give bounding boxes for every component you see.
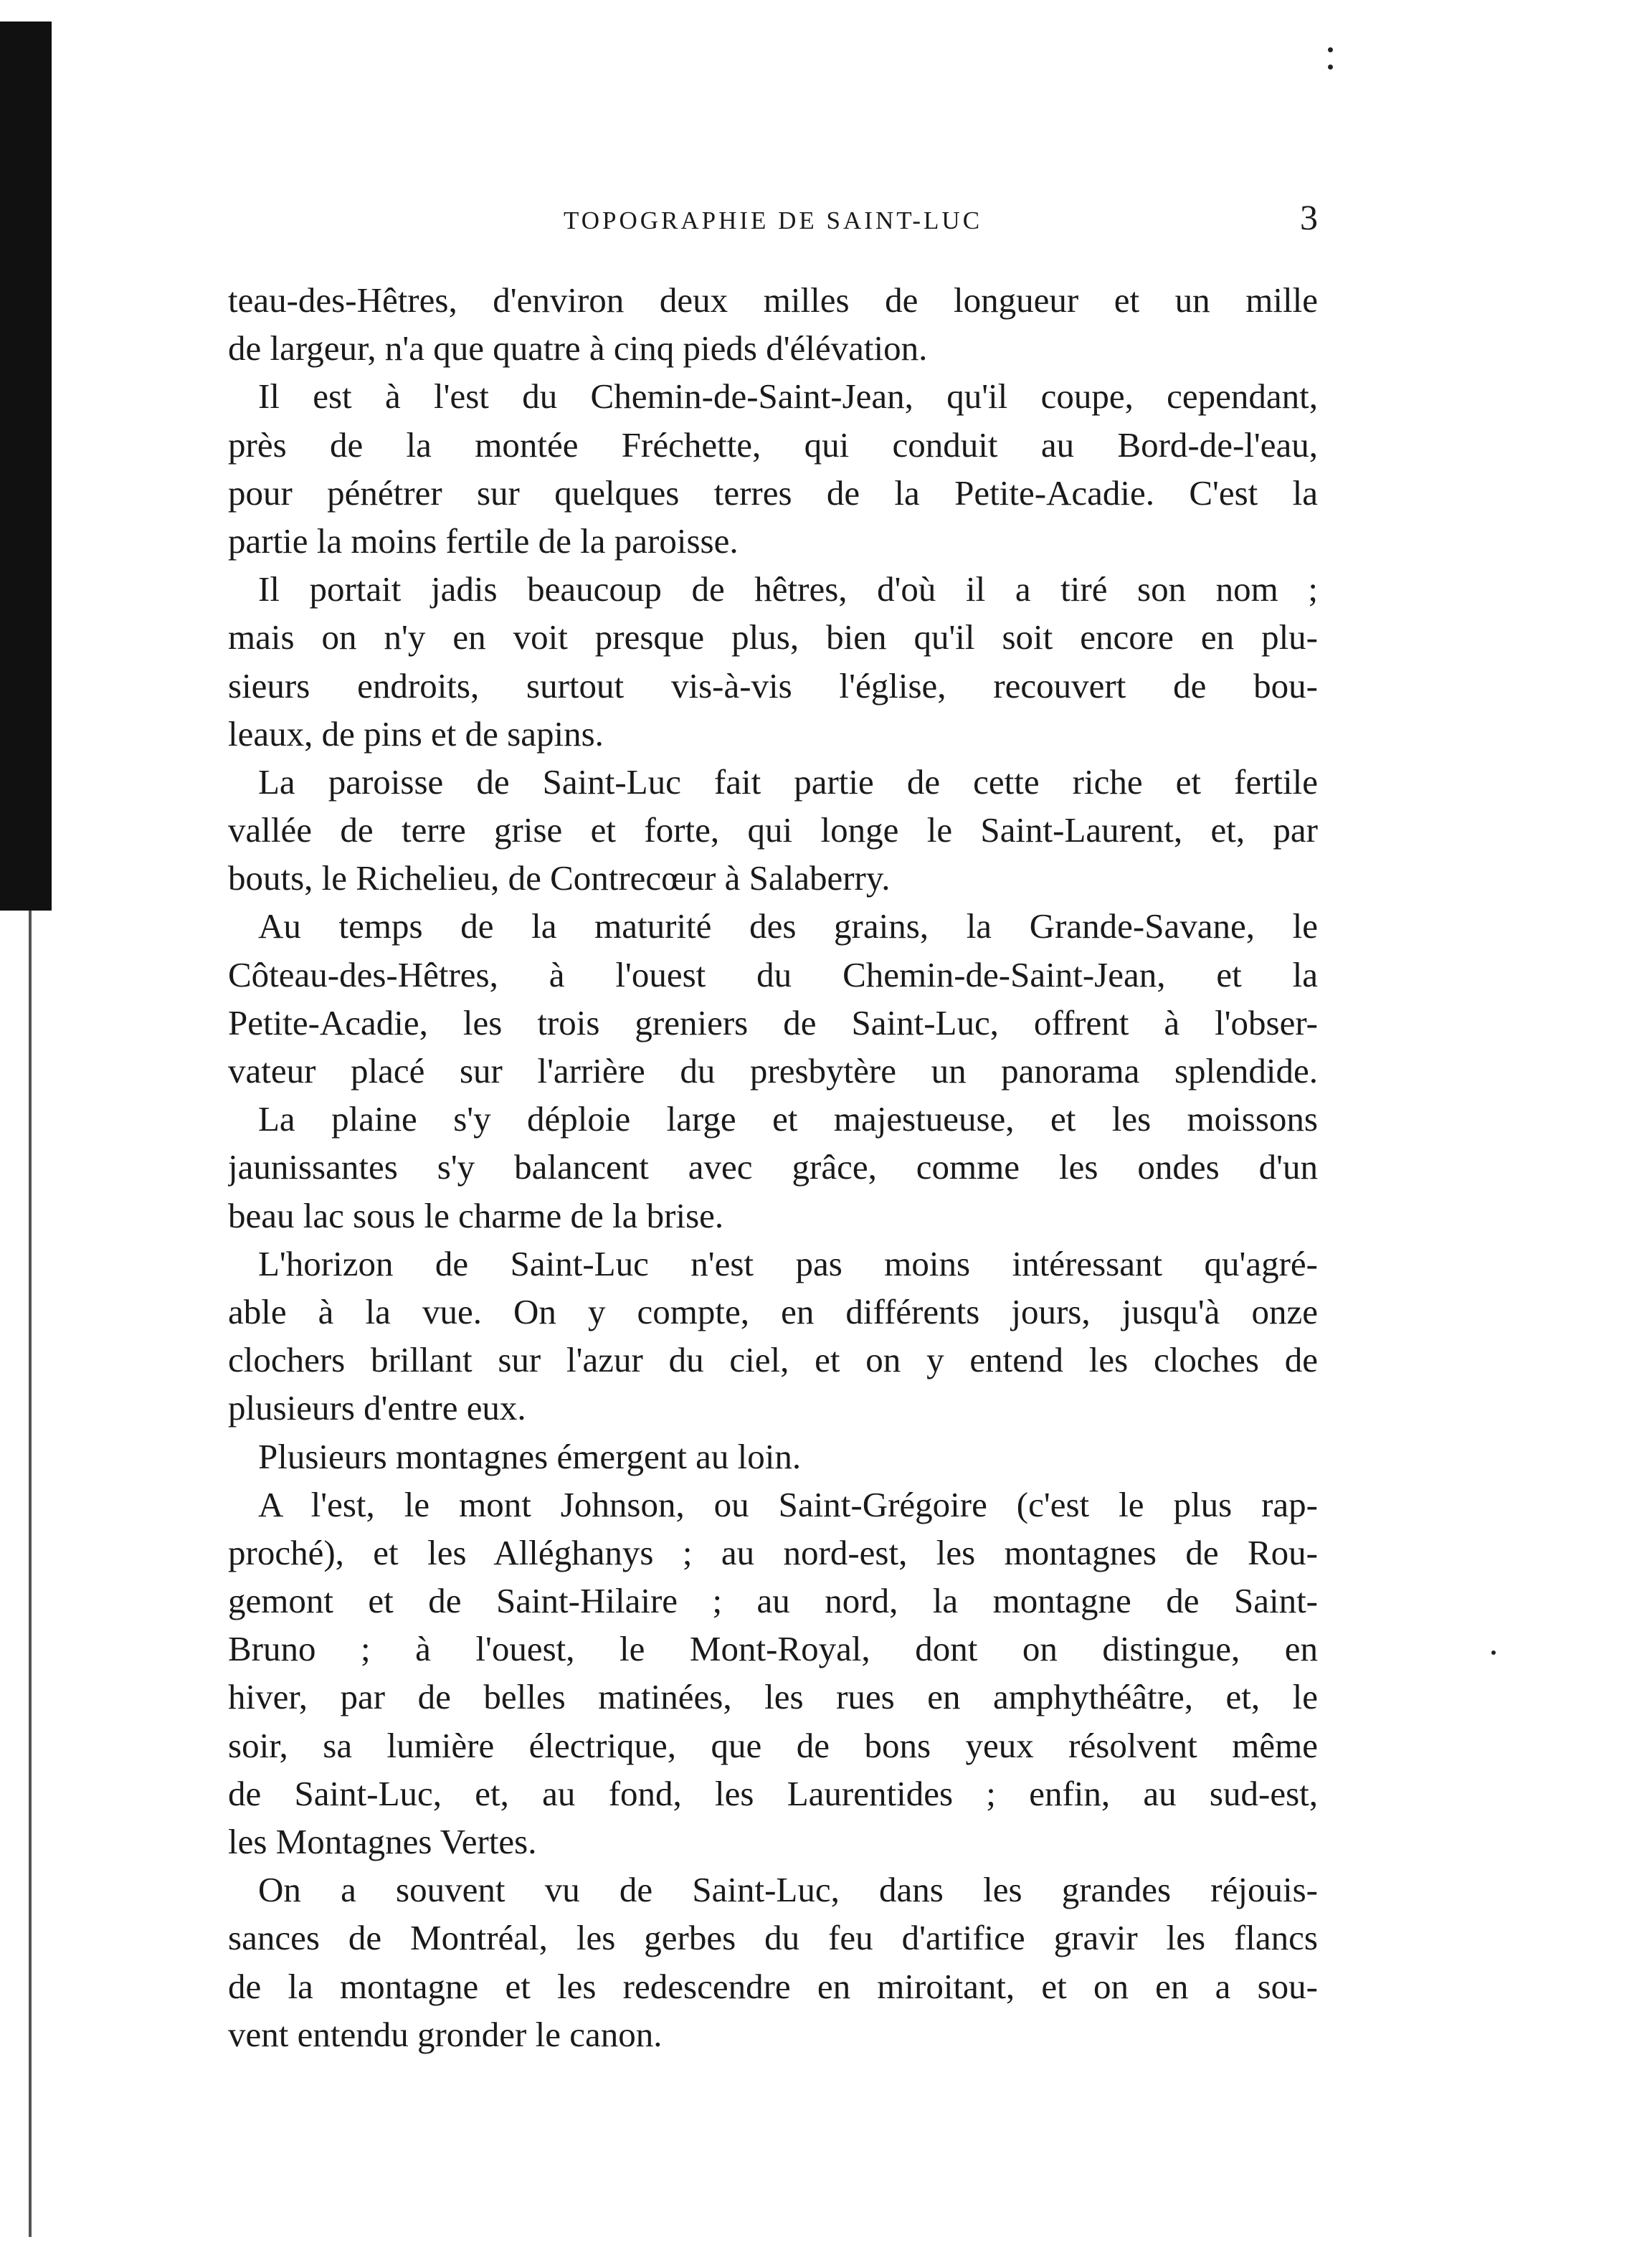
text-line: Il portait jadis beaucoup de hêtres, d'où il a tiré son nom ; [258, 569, 1318, 609]
binding-shadow [0, 22, 52, 911]
text-line: Au temps de la maturité des grains, la Grande-Savane, le [258, 906, 1318, 946]
text-line: Bruno ; à l'ouest, le Mont-Royal, dont on distingue, en [228, 1629, 1318, 1669]
page-number: 3 [1300, 197, 1318, 237]
text-line: vateur placé sur l'arrière du presbytère un panorama splendide. [228, 1051, 1318, 1091]
text-line: jaunissantes s'y balancent avec grâce, comme les ondes d'un [228, 1147, 1318, 1187]
binding-edge [0, 911, 34, 2237]
text-line: gemont et de Saint-Hilaire ; au nord, la montagne de Saint- [228, 1581, 1318, 1621]
text-line: de largeur, n'a que quatre à cinq pieds d'élévation. [228, 328, 928, 369]
text-line: Plusieurs montagnes émergent au loin. [258, 1436, 802, 1476]
text-line: able à la vue. On y compte, en différents jours, jusqu'à onze [228, 1291, 1318, 1331]
text-line: vallée de terre grise et forte, qui longe le Saint-Laurent, et, par [228, 810, 1318, 850]
text-line: les Montagnes Vertes. [228, 1822, 537, 1861]
text-line: L'horizon de Saint-Luc n'est pas moins intéressant qu'agré- [258, 1243, 1318, 1283]
text-line: La plaine s'y déploie large et majestueuse, et les moissons [258, 1099, 1318, 1139]
margin-speck [1491, 1650, 1496, 1655]
text-line: près de la montée Fréchette, qui conduit au Bord-de-l'eau, [228, 424, 1318, 465]
text-line: mais on n'y en voit presque plus, bien qu'il soit encore en plu- [228, 617, 1318, 657]
text-line: sieurs endroits, surtout vis-à-vis l'église, recouvert de bou- [228, 665, 1318, 706]
text-line: partie la moins fertile de la paroisse. [228, 521, 739, 561]
margin-speck [1328, 65, 1333, 70]
text-line: pour pénétrer sur quelques terres de la Petite-Acadie. C'est la [228, 472, 1318, 513]
text-line: sances de Montréal, les gerbes du feu d'artifice gravir les flancs [228, 1918, 1318, 1958]
text-line: On a souvent vu de Saint-Luc, dans les grandes réjouis- [258, 1870, 1318, 1910]
text-line: teau-des-Hêtres, d'environ deux milles de longueur et un mille [228, 280, 1318, 320]
text-line: vent entendu gronder le canon. [228, 2014, 663, 2054]
running-title: TOPOGRAPHIE DE SAINT-LUC [563, 206, 983, 234]
body-text [228, 276, 1318, 2058]
text-line: de la montagne et les redescendre en miroitant, et on en a sou- [228, 1966, 1318, 2006]
text-line: clochers brillant sur l'azur du ciel, et on y entend les cloches de [228, 1340, 1318, 1380]
text-line: Petite-Acadie, les trois greniers de Saint-Luc, offrent à l'obser- [228, 1002, 1318, 1042]
text-line: La paroisse de Saint-Luc fait partie de cette riche et fertile [258, 761, 1318, 802]
text-line: A l'est, le mont Johnson, ou Saint-Grégoire (c'est le plus rap- [258, 1484, 1318, 1524]
text-line: soir, sa lumière électrique, que de bons yeux résolvent même [228, 1725, 1318, 1765]
page-header [228, 197, 1318, 238]
text-line: bouts, le Richelieu, de Contrecœur à Salaberry. [228, 858, 891, 898]
text-line: de Saint-Luc, et, au fond, les Laurentides ; enfin, au sud-est, [228, 1773, 1318, 1813]
text-line: hiver, par de belles matinées, les rues en amphythéâtre, et, le [228, 1677, 1318, 1717]
text-line: Côteau-des-Hêtres, à l'ouest du Chemin-de-Saint-Jean, et la [228, 954, 1318, 994]
text-line: plusieurs d'entre eux. [228, 1388, 526, 1428]
text-line: beau lac sous le charme de la brise. [228, 1195, 724, 1235]
text-line: Il est à l'est du Chemin-de-Saint-Jean, qu'il coupe, cependant, [258, 376, 1318, 417]
margin-speck [1328, 47, 1333, 52]
text-line: leaux, de pins et de sapins. [228, 713, 604, 754]
text-line: proché), et les Alléghanys ; au nord-est, les montagnes de Rou- [228, 1532, 1318, 1572]
